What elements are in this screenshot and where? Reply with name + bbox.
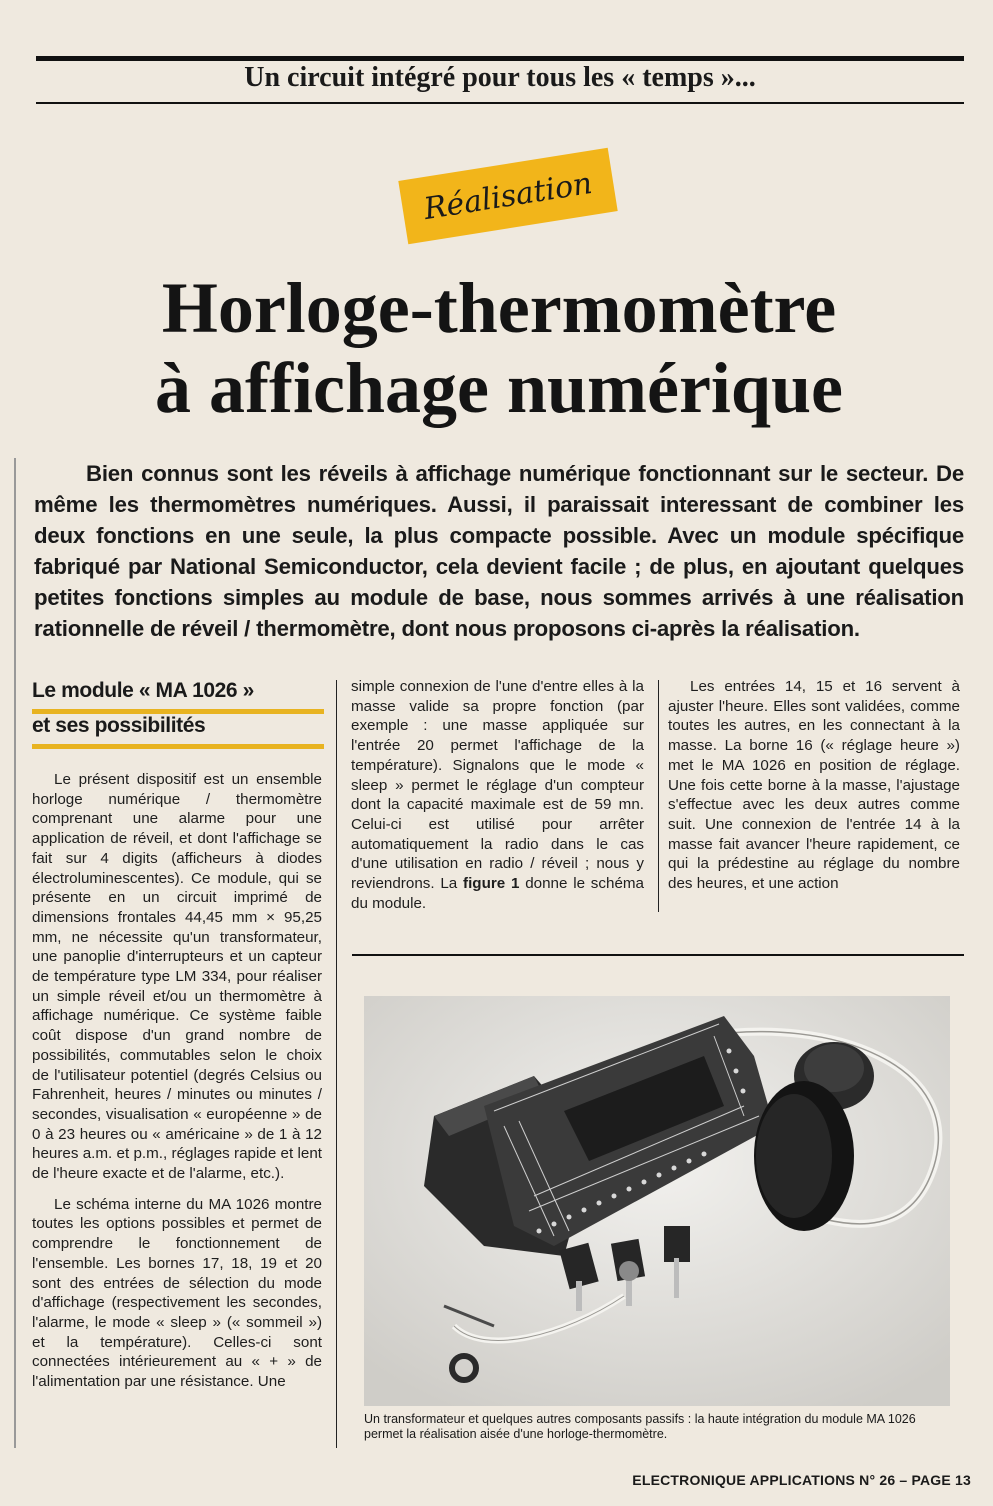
- body-column-1: [32, 770, 322, 1392]
- col2-text-before: simple connexion de l'une d'entre elles à la masse valide sa propre fonction (par exemple : une masse appliquée sur l'entrée 20 permet l'affichage de la température). Signalons que le mode « sleep » permet le réglage d'un compteur dont la capacité maximale est de 59 mn. Celui-ci est utilisé pour arrêter automatiquement la radio dans le cas d'une utilisation en radio / réveil ; nous y reviendrons. La: [351, 678, 644, 893]
- rubric-label: Réalisation: [421, 165, 595, 227]
- col2-text-after: donne le schéma du module.: [351, 875, 644, 912]
- circuit-photo: [364, 996, 950, 1406]
- running-head: Un circuit intégré pour tous les « temps »...: [244, 62, 756, 93]
- page-footer: ELECTRONIQUE APPLICATIONS N° 26 – PAGE 13: [632, 1472, 971, 1488]
- body-column-3: [668, 677, 960, 894]
- column-separator-1: [336, 680, 337, 1448]
- body-column-2: [351, 677, 644, 913]
- col1-paragraph-2: Le schéma interne du MA 1026 montre toutes les options possibles et permet de comprendre le fonctionnement de l'ensemble. Les bornes 17, 18, 19 et 20 sont des entrées de sélection du mode d'affichage (respectivement les secondes, l'alarme, le mode « sleep » (« sommeil ») et la température). Celles-ci sont connectées intérieurement au « + » de l'alimentation par une résistance. Une: [32, 1195, 322, 1391]
- col1-paragraph-1: Le présent dispositif est un ensemble horloge numérique / thermomètre comprenant une alarme pour une application de réveil, et dont l'affichage se fait sur 4 digits (afficheurs à diodes électroluminescentes). Ce module, qui se présente en un circuit imprimé de dimensions frontales 44,45 mm × 95,25 mm, ne nécessite qu'un transformateur, une panoplie d'interrupteurs et un capteur de température type LM 334, pour réaliser un simple réveil et/ou un thermomètre à affichage numérique. Ce système faible coût dispose d'un grand nombre de possibilités, commutables selon le choix de l'utilisateur potentiel (degrés Celsius ou Fahrenheit, heures / minutes ou minutes / secondes, visualisation « européenne » de 0 à 23 heures ou « américaine » de 1 à 12 heures a.m. et p.m., réglages rapide et lent de l'heure exacte et de l'alarme, etc.).: [32, 771, 322, 1183]
- section-heading-rule-2: [32, 744, 324, 749]
- section-heading-line-1: Le module « MA 1026 »: [32, 679, 254, 702]
- col3-paragraph: Les entrées 14, 15 et 16 servent à ajuster l'heure. Elles sont validées, comme toutes les autres, en les connectant à la masse. La borne 16 (« réglage heure ») met le MA 1026 en position de réglage. Une fois cette borne à la masse, l'ajustage s'effectue avec les deux autres comme suit. Une connexion de l'entrée 14 à la masse fait avancer l'heure rapidement, ce qui la prédestine au réglage du nombre des heures, et une action: [668, 678, 960, 893]
- section-heading-line-2: et ses possibilités: [32, 714, 206, 737]
- top-rule: [36, 56, 964, 61]
- title-line-2: à affichage numérique: [155, 348, 843, 428]
- column-separator-2: [658, 680, 659, 912]
- photo-top-rule: [352, 954, 964, 956]
- figure-reference: figure 1: [463, 875, 520, 893]
- lead-text: Bien connus sont les réveils à affichage numérique fonctionnant sur le secteur. De même les thermomètres numériques. Aussi, il paraissait interessant de combiner les deux fonctions en une seule, la plus compacte possible. Avec un module spécifique fabriqué par National Semiconductor, cela devient facile ; de plus, en ajoutant quelques petites fonctions simples au module de base, nous sommes arrivés à une réalisation rationnelle de réveil / thermomètre, dont nous proposons ci-après la réalisation.: [34, 461, 964, 641]
- running-head-rule: [36, 102, 964, 104]
- margin-bar: [14, 458, 16, 1448]
- col2-paragraph: [351, 677, 644, 913]
- rubric-tag: [398, 148, 617, 244]
- title-line-1: Horloge-thermomètre: [161, 268, 837, 348]
- photo-caption: Un transformateur et quelques autres composants passifs : la haute intégration du module MA 1026 permet la réalisation aisée d'une horloge-thermomètre.: [364, 1412, 916, 1441]
- circuit-photo-image: [364, 996, 950, 1406]
- lead-paragraph: [34, 458, 964, 644]
- article-title: [40, 268, 958, 428]
